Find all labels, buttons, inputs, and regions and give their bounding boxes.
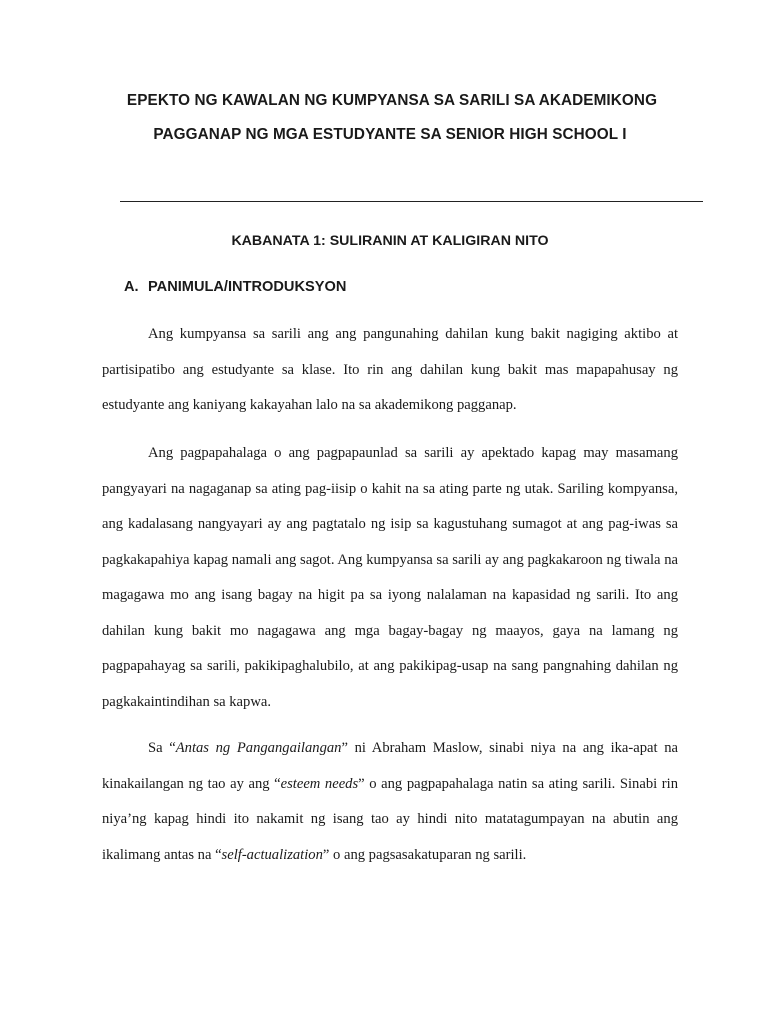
chapter-heading: KABANATA 1: SULIRANIN AT KALIGIRAN NITO [231,233,549,249]
section-label: PANIMULA/INTRODUKSYON [148,279,347,295]
document-title-line-1: EPEKTO NG KAWALAN NG KUMPYANSA SA SARILI SA AKADEMIKONG [126,92,658,109]
section-letter: A. [124,279,139,295]
paragraph-3 [102,731,678,873]
paragraph-3-text-d: ” o ang pagsasakatuparan ng sarili. [322,846,527,863]
paragraph-3-italic-a: Antas ng Pangangailangan [175,740,342,756]
paragraph-3-text-c: ” o ang pagpapahalaga natin sa ating sarili. Sinabi rin niya’ng kapag hindi ito nakamit ng isang tao ay hindi nito matatagumpayan na abutin ang ikalimang antas na “ [102,775,678,863]
horizontal-divider [120,201,703,202]
section-heading [124,279,346,295]
paragraph-3-italic-b: esteem needs [280,775,359,792]
paragraph-2-text: Ang pagpapahalaga o ang pagpapaunlad sa sarili ay apektado kapag may masamang pangyayari na nagaganap sa ating pag-iisip o kahit na sa ating parte ng utak. Sariling kompyansa, ang kadalasang nangyayari ay ang pagtatalo ng isip sa kagustuhang sumagot at ang pag-iwas sa pagkakapahiya kapag namali ang sagot. Ang kumpyansa sa sarili ay ang pagkakaroon ng tiwala na magagawa mo ang isang bagay na higit pa sa iyong nalalaman na kapasidad ng sarili. Ito ang dahilan kung bakit mo nagagawa ang mga bagay-bagay ng maayos, gaya na lamang ng pagpapahayag sa sarili, pakikipaghalubilo, at ang pakikipag-usap na sang pangnahing dahilan ng pagkakaintindihan sa kapwa. [102,445,678,710]
paragraph-2 [102,436,678,720]
paragraph-3-text-b: ” ni Abraham Maslow, sinabi niya na ang ika-apat na kinakailangan ng tao ay ang “ [102,740,678,792]
paragraph-3-text-a: Sa “ [148,740,176,756]
paragraph-3-italic-c: self-actualization [221,846,323,863]
paragraph-1-text: Ang kumpyansa sa sarili ang ang pangunahing dahilan kung bakit nagiging aktibo at partisipatibo ang estudyante sa klase. Ito rin ang dahilan kung bakit mas mapapahusay ng estudyante ang kaniyang kakayahan lalo na sa akademikong pagganap. [102,326,678,413]
document-title-line-2: PAGGANAP NG MGA ESTUDYANTE SA SENIOR HIGH SCHOOL I [153,126,627,143]
paragraph-1 [102,317,678,424]
